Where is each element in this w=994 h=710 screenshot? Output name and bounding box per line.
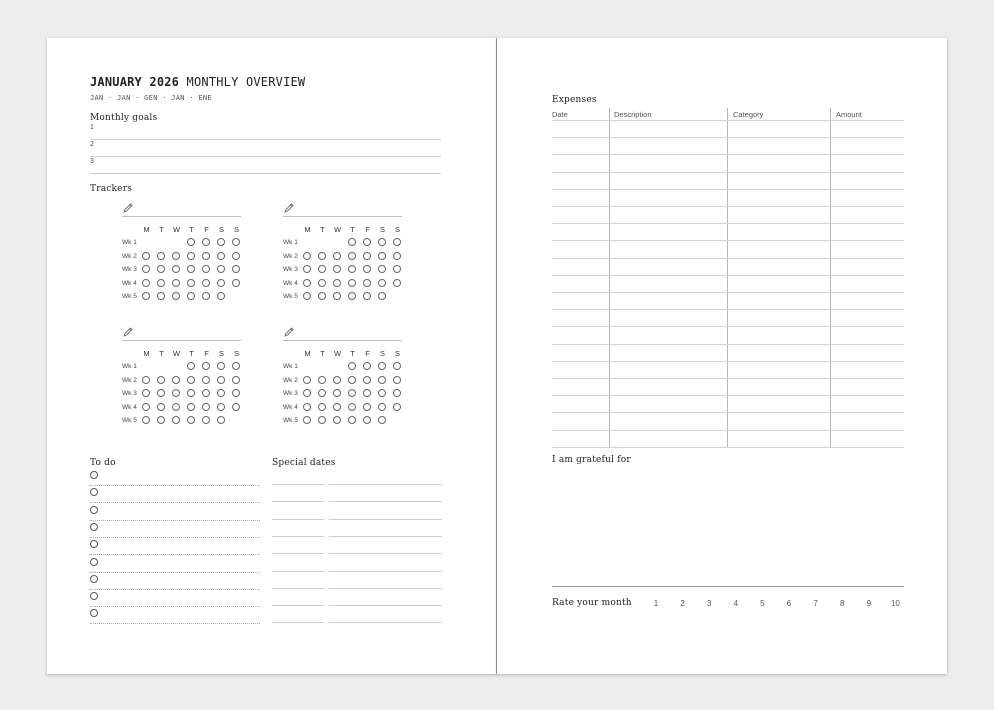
tracker-day-label: S <box>233 349 239 358</box>
tracker-checkbox[interactable] <box>232 403 240 411</box>
tracker-checkbox[interactable] <box>217 252 225 260</box>
todo-checkbox[interactable] <box>90 506 98 514</box>
special-date-row[interactable] <box>272 606 442 623</box>
tracker-checkbox[interactable] <box>232 389 240 397</box>
special-date-row[interactable] <box>272 555 442 572</box>
expense-row-line <box>552 412 904 413</box>
tracker-checkbox[interactable] <box>157 376 165 384</box>
tracker-checkbox[interactable] <box>318 252 326 260</box>
todo-item[interactable] <box>90 485 260 503</box>
expense-row-line <box>552 120 904 121</box>
tracker-day-label: S <box>379 349 385 358</box>
tracker-day-label: M <box>304 349 311 358</box>
pencil-icon <box>122 201 134 213</box>
tracker-week-label: Wk 4 <box>122 279 137 287</box>
tracker-checkbox[interactable] <box>363 376 371 384</box>
rating-option[interactable]: 2 <box>680 599 685 608</box>
tracker-name-line[interactable] <box>122 216 241 217</box>
tracker-checkbox[interactable] <box>348 238 356 246</box>
left-page <box>47 38 497 674</box>
habit-tracker-4 <box>283 325 413 425</box>
tracker-checkbox[interactable] <box>393 279 401 287</box>
tracker-checkbox[interactable] <box>202 238 210 246</box>
tracker-day-label: T <box>159 225 164 234</box>
tracker-checkbox[interactable] <box>157 389 165 397</box>
column-divider <box>727 108 728 448</box>
rating-option[interactable]: 1 <box>653 599 659 608</box>
tracker-checkbox[interactable] <box>348 362 356 370</box>
tracker-checkbox[interactable] <box>348 389 356 397</box>
habit-tracker-1 <box>122 201 252 301</box>
tracker-checkbox[interactable] <box>393 389 401 397</box>
tracker-week-label: Wk 1 <box>283 363 298 370</box>
tracker-checkbox[interactable] <box>187 292 195 300</box>
tracker-week-label: Wk 2 <box>122 252 137 260</box>
tracker-checkbox[interactable] <box>217 265 225 273</box>
tracker-day-label: T <box>189 225 194 234</box>
tracker-week-label: Wk 5 <box>283 293 298 300</box>
expense-row-line <box>552 206 904 207</box>
special-date-row[interactable] <box>272 485 442 502</box>
column-divider <box>609 108 610 448</box>
todo-checkbox[interactable] <box>90 523 98 531</box>
expense-row-line <box>552 361 904 362</box>
rate-month-label: Rate your month <box>552 598 632 608</box>
tracker-checkbox[interactable] <box>303 376 311 384</box>
special-dates-heading: Special dates <box>272 458 336 468</box>
tracker-checkbox[interactable] <box>187 362 195 370</box>
tracker-checkbox[interactable] <box>217 238 225 246</box>
tracker-checkbox[interactable] <box>378 389 386 397</box>
todo-item[interactable] <box>90 503 260 521</box>
tracker-day-label: T <box>189 349 194 358</box>
tracker-checkbox[interactable] <box>202 362 210 370</box>
tracker-name-line[interactable] <box>283 216 402 217</box>
goal-row-2[interactable] <box>90 139 441 157</box>
tracker-week-label: Wk 3 <box>122 266 137 273</box>
todo-item[interactable] <box>90 589 260 607</box>
tracker-week-label: Wk 3 <box>283 266 298 273</box>
expenses-col-date: Date <box>552 110 568 119</box>
pencil-icon <box>283 201 295 213</box>
habit-tracker-2 <box>283 201 413 301</box>
rating-option[interactable]: 8 <box>839 599 845 608</box>
tracker-checkbox[interactable] <box>187 403 195 411</box>
habit-tracker-3 <box>122 325 252 425</box>
todo-checkbox[interactable] <box>90 488 98 496</box>
tracker-checkbox[interactable] <box>172 252 180 260</box>
tracker-day-label: S <box>218 225 224 234</box>
rating-option[interactable]: 3 <box>706 599 712 608</box>
tracker-name-line[interactable] <box>283 340 402 341</box>
tracker-checkbox[interactable] <box>232 279 240 287</box>
pencil-icon <box>122 325 134 337</box>
tracker-checkbox[interactable] <box>232 238 240 246</box>
tracker-checkbox[interactable] <box>303 389 311 397</box>
tracker-day-label: W <box>333 349 342 358</box>
tracker-checkbox[interactable] <box>348 403 356 411</box>
special-date-row[interactable] <box>272 572 442 589</box>
expense-row-line <box>552 430 904 431</box>
tracker-checkbox[interactable] <box>393 252 401 260</box>
todo-checkbox[interactable] <box>90 471 98 479</box>
tracker-week-label: Wk 5 <box>283 417 298 424</box>
tracker-checkbox[interactable] <box>187 279 195 287</box>
tracker-checkbox[interactable] <box>363 389 371 397</box>
expenses-table <box>552 108 904 450</box>
goal-row-1[interactable] <box>90 122 441 140</box>
rating-option[interactable]: 5 <box>760 599 765 608</box>
special-date-row[interactable] <box>272 537 442 554</box>
expenses-col-category: Category <box>733 110 764 119</box>
expense-row-line <box>552 172 904 173</box>
tracker-checkbox[interactable] <box>157 292 165 300</box>
special-date-text-line[interactable] <box>329 622 442 623</box>
goal-number: 3 <box>90 158 94 165</box>
tracker-checkbox[interactable] <box>393 238 401 246</box>
tracker-day-label: T <box>350 349 355 358</box>
tracker-checkbox[interactable] <box>202 292 210 300</box>
page-title <box>90 75 305 89</box>
tracker-checkbox[interactable] <box>172 292 180 300</box>
tracker-checkbox[interactable] <box>393 376 401 384</box>
column-divider <box>830 108 831 448</box>
expense-row-line <box>552 154 904 155</box>
expense-row-line <box>552 378 904 379</box>
tracker-checkbox[interactable] <box>333 252 341 260</box>
tracker-day-label: S <box>379 225 385 234</box>
tracker-checkbox[interactable] <box>172 265 180 273</box>
tracker-day-label: F <box>365 225 370 234</box>
rating-option[interactable]: 7 <box>813 599 818 608</box>
todo-checkbox[interactable] <box>90 558 98 566</box>
tracker-checkbox[interactable] <box>333 389 341 397</box>
tracker-day-label: S <box>394 225 400 234</box>
grateful-heading: I am grateful for <box>552 455 631 465</box>
tracker-checkbox[interactable] <box>142 376 150 384</box>
tracker-checkbox[interactable] <box>363 403 371 411</box>
tracker-checkbox[interactable] <box>142 279 150 287</box>
tracker-checkbox[interactable] <box>318 416 326 424</box>
tracker-week-label: Wk 3 <box>283 390 298 397</box>
tracker-checkbox[interactable] <box>142 416 150 424</box>
tracker-checkbox[interactable] <box>378 279 386 287</box>
tracker-week-label: Wk 5 <box>122 417 137 424</box>
tracker-day-label: M <box>143 225 150 234</box>
monthly-goals-heading: Monthly goals <box>90 113 158 123</box>
pencil-icon <box>283 325 295 337</box>
expense-row-line <box>552 292 904 293</box>
expense-row-line <box>552 189 904 190</box>
tracker-checkbox[interactable] <box>232 252 240 260</box>
todo-item[interactable] <box>90 572 260 590</box>
todo-checkbox[interactable] <box>90 575 98 583</box>
expense-row-line <box>552 395 904 396</box>
tracker-checkbox[interactable] <box>157 416 165 424</box>
special-date-day-line[interactable] <box>272 622 324 623</box>
tracker-day-label: M <box>143 349 150 358</box>
tracker-checkbox[interactable] <box>157 252 165 260</box>
tracker-day-label: W <box>333 225 342 234</box>
tracker-checkbox[interactable] <box>142 252 150 260</box>
tracker-checkbox[interactable] <box>378 362 386 370</box>
tracker-checkbox[interactable] <box>303 252 311 260</box>
tracker-checkbox[interactable] <box>157 279 165 287</box>
tracker-checkbox[interactable] <box>172 279 180 287</box>
tracker-week-label: Wk 4 <box>283 403 298 411</box>
expense-row-line <box>552 309 904 310</box>
tracker-checkbox[interactable] <box>142 265 150 273</box>
page-subtitle: JAN · JAN · GEN · JAN · ENE <box>90 94 212 102</box>
expense-row-line <box>552 275 904 276</box>
tracker-week-label: Wk 2 <box>122 376 137 384</box>
expense-row-line <box>552 223 904 224</box>
goal-number: 1 <box>90 124 94 131</box>
special-date-row[interactable] <box>272 589 442 606</box>
tracker-checkbox[interactable] <box>348 265 356 273</box>
tracker-checkbox[interactable] <box>348 279 356 287</box>
tracker-checkbox[interactable] <box>318 389 326 397</box>
tracker-checkbox[interactable] <box>202 416 210 424</box>
title-month: JANUARY 2026 <box>90 75 180 89</box>
expense-row-line <box>552 344 904 345</box>
todo-item[interactable] <box>90 537 260 555</box>
tracker-checkbox[interactable] <box>333 279 341 287</box>
todo-checkbox[interactable] <box>90 609 98 617</box>
goal-number: 2 <box>90 141 94 148</box>
tracker-checkbox[interactable] <box>333 376 341 384</box>
tracker-week-label: Wk 2 <box>283 252 298 260</box>
tracker-checkbox[interactable] <box>202 265 210 273</box>
tracker-checkbox[interactable] <box>232 376 240 384</box>
tracker-checkbox[interactable] <box>187 265 195 273</box>
title-rest: MONTHLY OVERVIEW <box>186 75 306 89</box>
tracker-checkbox[interactable] <box>217 416 225 424</box>
tracker-checkbox[interactable] <box>157 265 165 273</box>
tracker-checkbox[interactable] <box>378 416 386 424</box>
tracker-checkbox[interactable] <box>303 416 311 424</box>
tracker-checkbox[interactable] <box>363 279 371 287</box>
tracker-day-label: T <box>320 225 325 234</box>
tracker-checkbox[interactable] <box>318 292 326 300</box>
tracker-checkbox[interactable] <box>217 376 225 384</box>
tracker-checkbox[interactable] <box>348 292 356 300</box>
rating-option[interactable]: 10 <box>890 599 900 608</box>
tracker-week-label: Wk 1 <box>122 239 137 246</box>
rating-option[interactable]: 6 <box>786 599 792 608</box>
tracker-day-label: F <box>365 349 370 358</box>
tracker-checkbox[interactable] <box>363 416 371 424</box>
tracker-checkbox[interactable] <box>142 389 150 397</box>
expenses-heading: Expenses <box>552 95 597 105</box>
expense-row-line <box>552 240 904 241</box>
tracker-week-label: Wk 5 <box>122 293 137 300</box>
tracker-checkbox[interactable] <box>202 403 210 411</box>
tracker-checkbox[interactable] <box>318 403 326 411</box>
todo-item[interactable] <box>90 520 260 538</box>
expense-row-line <box>552 258 904 259</box>
tracker-checkbox[interactable] <box>348 252 356 260</box>
tracker-checkbox[interactable] <box>187 252 195 260</box>
todo-heading: To do <box>90 458 116 468</box>
tracker-checkbox[interactable] <box>303 279 311 287</box>
rating-option[interactable]: 4 <box>733 599 739 608</box>
tracker-checkbox[interactable] <box>363 238 371 246</box>
expense-row-line <box>552 137 904 138</box>
tracker-checkbox[interactable] <box>333 416 341 424</box>
tracker-week-label: Wk 2 <box>283 376 298 384</box>
tracker-checkbox[interactable] <box>348 416 356 424</box>
tracker-checkbox[interactable] <box>318 376 326 384</box>
tracker-checkbox[interactable] <box>202 389 210 397</box>
tracker-checkbox[interactable] <box>172 403 180 411</box>
tracker-day-label: S <box>218 349 224 358</box>
expenses-col-description: Description <box>614 110 652 119</box>
right-page <box>497 38 947 674</box>
tracker-checkbox[interactable] <box>303 265 311 273</box>
tracker-checkbox[interactable] <box>187 389 195 397</box>
tracker-checkbox[interactable] <box>202 376 210 384</box>
tracker-checkbox[interactable] <box>393 265 401 273</box>
tracker-checkbox[interactable] <box>217 279 225 287</box>
tracker-checkbox[interactable] <box>378 265 386 273</box>
trackers-heading: Trackers <box>90 184 133 194</box>
goal-row-3[interactable] <box>90 156 441 174</box>
todo-checkbox[interactable] <box>90 540 98 548</box>
tracker-checkbox[interactable] <box>172 416 180 424</box>
tracker-checkbox[interactable] <box>232 362 240 370</box>
tracker-day-label: T <box>350 225 355 234</box>
tracker-checkbox[interactable] <box>348 376 356 384</box>
tracker-checkbox[interactable] <box>363 362 371 370</box>
tracker-checkbox[interactable] <box>333 292 341 300</box>
tracker-checkbox[interactable] <box>232 265 240 273</box>
tracker-week-label: Wk 1 <box>122 363 137 370</box>
tracker-checkbox[interactable] <box>378 292 386 300</box>
tracker-checkbox[interactable] <box>187 416 195 424</box>
tracker-checkbox[interactable] <box>217 292 225 300</box>
tracker-checkbox[interactable] <box>378 252 386 260</box>
tracker-checkbox[interactable] <box>202 252 210 260</box>
tracker-week-label: Wk 4 <box>283 279 298 287</box>
tracker-checkbox[interactable] <box>318 279 326 287</box>
tracker-week-label: Wk 1 <box>283 239 298 246</box>
tracker-day-label: T <box>159 349 164 358</box>
tracker-checkbox[interactable] <box>172 376 180 384</box>
tracker-day-label: M <box>304 225 311 234</box>
tracker-checkbox[interactable] <box>217 362 225 370</box>
tracker-checkbox[interactable] <box>187 238 195 246</box>
expenses-col-amount: Amount <box>836 110 862 119</box>
tracker-checkbox[interactable] <box>142 292 150 300</box>
todo-checkbox[interactable] <box>90 592 98 600</box>
rating-option[interactable]: 9 <box>866 599 872 608</box>
tracker-checkbox[interactable] <box>378 403 386 411</box>
tracker-checkbox[interactable] <box>187 376 195 384</box>
todo-item[interactable] <box>90 606 260 624</box>
tracker-checkbox[interactable] <box>303 403 311 411</box>
special-date-row[interactable] <box>272 520 442 537</box>
grateful-area-bottom-line <box>552 586 904 587</box>
tracker-checkbox[interactable] <box>333 265 341 273</box>
tracker-checkbox[interactable] <box>363 265 371 273</box>
tracker-checkbox[interactable] <box>172 389 180 397</box>
tracker-checkbox[interactable] <box>318 265 326 273</box>
todo-item[interactable] <box>90 555 260 573</box>
special-date-row[interactable] <box>272 503 442 520</box>
special-date-row[interactable] <box>272 468 442 485</box>
tracker-day-label: T <box>320 349 325 358</box>
tracker-checkbox[interactable] <box>393 403 401 411</box>
tracker-day-label: S <box>233 225 239 234</box>
tracker-checkbox[interactable] <box>217 389 225 397</box>
tracker-checkbox[interactable] <box>157 403 165 411</box>
expense-row-line <box>552 326 904 327</box>
todo-item[interactable] <box>90 468 260 486</box>
tracker-checkbox[interactable] <box>363 292 371 300</box>
tracker-checkbox[interactable] <box>217 403 225 411</box>
tracker-checkbox[interactable] <box>378 238 386 246</box>
tracker-week-label: Wk 3 <box>122 390 137 397</box>
tracker-checkbox[interactable] <box>363 252 371 260</box>
tracker-day-label: W <box>172 349 181 358</box>
tracker-day-label: F <box>204 349 209 358</box>
expense-row-line <box>552 447 904 448</box>
tracker-checkbox[interactable] <box>393 362 401 370</box>
tracker-week-label: Wk 4 <box>122 403 137 411</box>
tracker-day-label: W <box>172 225 181 234</box>
tracker-checkbox[interactable] <box>142 403 150 411</box>
tracker-checkbox[interactable] <box>378 376 386 384</box>
tracker-name-line[interactable] <box>122 340 241 341</box>
tracker-day-label: S <box>394 349 400 358</box>
tracker-day-label: F <box>204 225 209 234</box>
tracker-checkbox[interactable] <box>202 279 210 287</box>
tracker-checkbox[interactable] <box>333 403 341 411</box>
tracker-checkbox[interactable] <box>303 292 311 300</box>
